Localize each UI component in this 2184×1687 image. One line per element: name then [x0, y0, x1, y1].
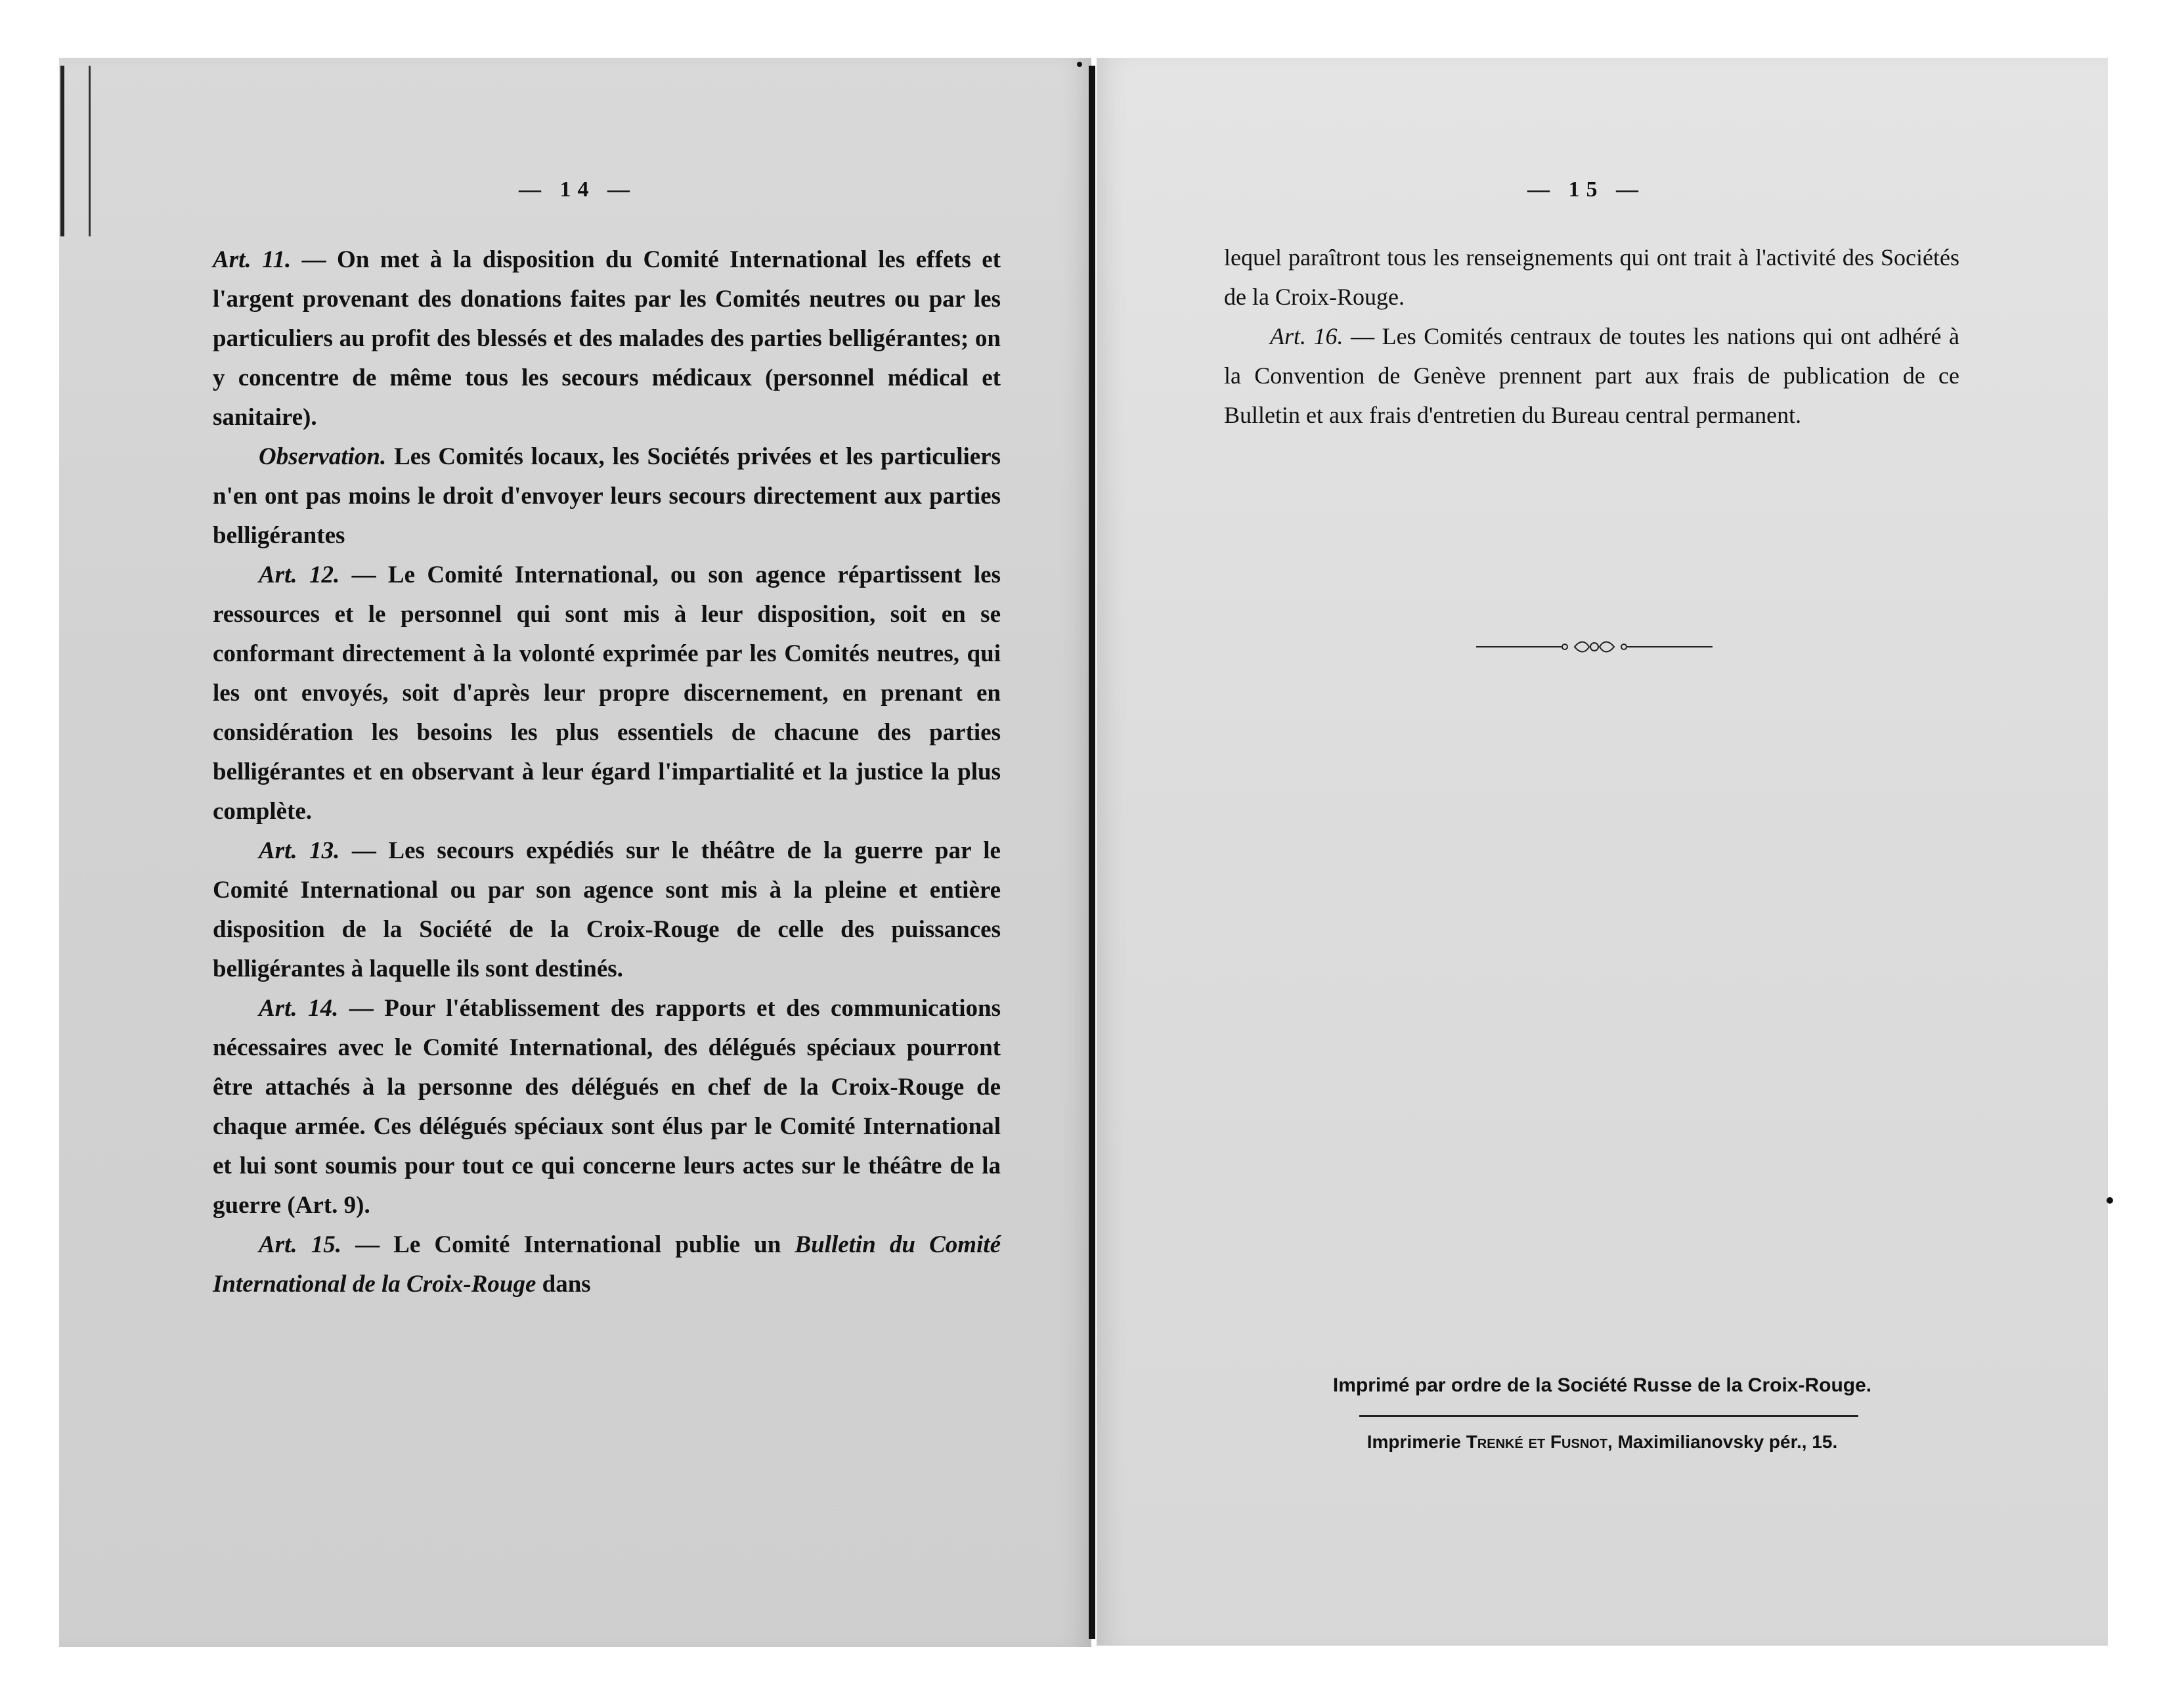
article-text: — Pour l'établissement des rapports et des communications nécessaires avec le Comité International, des délégués spéciaux pourront être attachés à la personne des délégués en chef de la Croix-Rouge de chaque armée. Ces délégués spéciaux sont élus par le Comité International et lui sont soumis pour tout ce qui concerne leurs actes sur le théâtre de la guerre (Art. 9). [213, 995, 1001, 1219]
printer-line [1215, 1432, 1990, 1453]
article-text: — On met à la disposition du Comité International les effets et l'argent provenant des donations faites par les Comités neutres ou par les particuliers au profit des blessés et des malades des parties belligérantes; on y concentre de même tous les secours médicaux (personnel médical et sanitaire). [213, 246, 1001, 431]
article-text: Les Comités locaux, les Sociétés privées et les particuliers n'en ont pas moins le droit d'envoyer leurs secours directement aux parties belligérantes [213, 443, 1001, 549]
speck-mark [2107, 1197, 2113, 1204]
paragraph-art-14 [213, 989, 1001, 1225]
left-page [59, 58, 1091, 1647]
page-number-14: — 14 — [519, 177, 636, 202]
printer-address: , Maximilianovsky pér., 15. [1607, 1432, 1838, 1452]
article-label: Art. 14. [259, 995, 339, 1022]
book-gutter [1089, 66, 1095, 1639]
article-label: Art. 13. [259, 837, 340, 864]
page-edge-tear [60, 66, 91, 236]
paragraph-observation [213, 437, 1001, 556]
imprint-line: Imprimé par ordre de la Société Russe de la Croix-Rouge. [1332, 1374, 1872, 1396]
paragraph-art-15 [213, 1225, 1001, 1304]
article-label: Art. 15. [259, 1231, 341, 1258]
bulletin-title: Bulletin du Comité International de la Croix-Rouge [213, 1231, 1001, 1298]
article-label: Observation. [259, 443, 387, 470]
article-text: — Les secours expédiés sur le théâtre de la guerre par le Comité International ou par son agence sont mis à la pleine et entière disposition de la Société de la Croix-Rouge de celle des puissances belligérantes à laquelle ils sont destinés. [213, 837, 1001, 982]
article-label: Art. 12. [259, 561, 340, 588]
paragraph-art-13 [213, 831, 1001, 989]
ornament-divider-icon [1476, 637, 1713, 657]
paragraph-art-11 [213, 240, 1001, 437]
speck-mark [1077, 62, 1082, 67]
paragraph-art-16 [1224, 317, 1959, 435]
article-text: — Le Comité International publie un [341, 1231, 795, 1258]
right-page [1097, 58, 2108, 1646]
article-text: — Les Comités centraux de toutes les nations qui ont adhéré à la Convention de Genève prennent part aux frais de publication de ce Bulletin et aux frais d'entretien du Bureau central permanent. [1224, 323, 1959, 428]
left-page-body [213, 240, 1001, 1304]
page-number-15: — 15 — [1527, 177, 1645, 202]
printer-names: Trenké et Fusnot [1466, 1432, 1608, 1452]
right-page-body [1224, 238, 1959, 435]
article-text-tail: dans [536, 1271, 591, 1298]
article-label: Art. 16. [1270, 323, 1343, 349]
paragraph-art-12 [213, 556, 1001, 831]
article-text: — Le Comité International, ou son agence répartissent les ressources et le personnel qui sont mis à leur disposition, soit en se conformant directement à la volonté exprimée par les Comités neutres, qui les ont envoyés, soit d'après leur propre discernement, en prenant en considération les besoins les plus essentiels de chacune des parties belligérantes et en observant à leur égard l'impartialité et la justice la plus complète. [213, 561, 1001, 825]
paragraph-continuation: lequel paraîtront tous les renseignements qui ont trait à l'activité des Sociétés de la Croix-Rouge. [1224, 244, 1959, 310]
imprint-rule [1359, 1415, 1858, 1417]
article-label: Art. 11. [213, 246, 292, 273]
printer-prefix: Imprimerie [1366, 1432, 1466, 1452]
